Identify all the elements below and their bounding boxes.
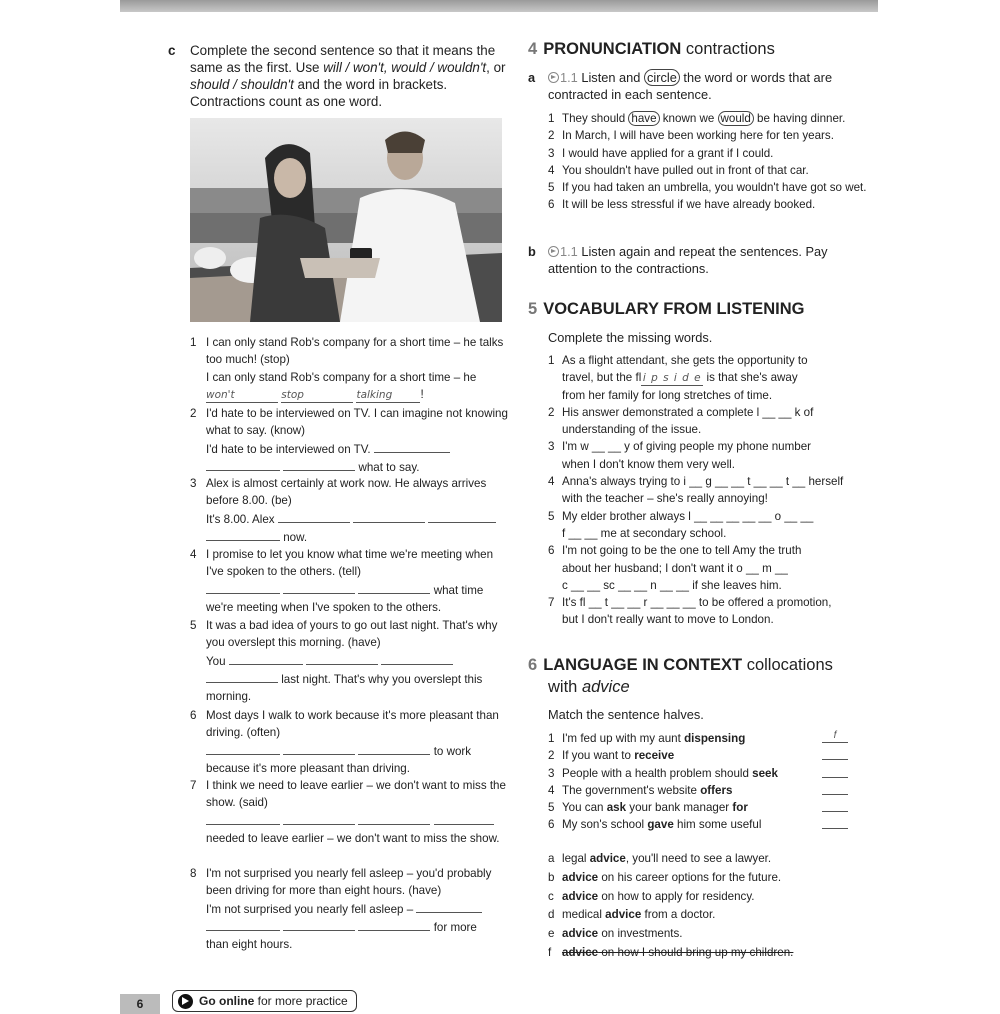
item-keyword: advice (562, 945, 599, 959)
list-item (548, 869, 878, 888)
match-blank[interactable] (822, 747, 848, 760)
answer-blank[interactable] (358, 812, 430, 825)
answer-stem-end: to work (433, 744, 472, 758)
list-item (548, 438, 878, 473)
match-blank[interactable] (822, 782, 848, 795)
list-item (548, 888, 878, 907)
item-text: It will be less stressful if we have already booked. (562, 198, 816, 212)
sentence-halves-1 (548, 730, 878, 834)
page-footer (120, 986, 878, 1012)
item-text: People with a health problem should (562, 766, 753, 780)
section-title: LANGUAGE IN CONTEXT (543, 656, 743, 674)
item-text: about her husband; I don't want it o __ m __ (562, 561, 788, 575)
item-number: 3 (548, 146, 555, 160)
item-text: on how I should bring up my children. (598, 945, 794, 959)
item-text: If you want to (562, 749, 635, 763)
list-item (548, 110, 878, 127)
example-answer: i p s i d e (642, 372, 702, 385)
circled-word: have (628, 111, 659, 126)
answer-blank[interactable] (428, 510, 496, 523)
section-5-items (548, 352, 878, 629)
example-answer: stop (281, 389, 353, 403)
answer-stem-end: what time (433, 583, 484, 597)
example-answer: talking (356, 389, 420, 403)
match-blank[interactable] (822, 816, 848, 829)
item-text: your bank manager (626, 801, 733, 815)
page-number: 6 (120, 994, 160, 1014)
original-sentence: I can only stand Rob's company for a short time – he talks too much! (stop) (206, 336, 504, 367)
section-subtitle: contractions (685, 40, 775, 58)
match-blank[interactable] (822, 799, 848, 812)
list-item (548, 730, 878, 747)
answer-blank[interactable] (358, 581, 430, 594)
item-keyword: advice (605, 908, 642, 922)
list-item (548, 594, 878, 629)
answer-stem: because it's more pleasant than driving. (206, 761, 410, 775)
answer-blank[interactable] (229, 652, 303, 665)
item-text: I would have applied for a grant if I could. (562, 146, 774, 160)
task-letter: b (528, 244, 536, 259)
section-subtitle-italic: advice (581, 678, 630, 696)
section-subtitle: collocations (742, 656, 833, 674)
answer-stem: I'm not surprised you nearly fell asleep – (206, 902, 414, 916)
item-text: but I don't really want to move to London. (562, 613, 774, 627)
item-text: I'm not going to be the one to tell Amy the truth (562, 544, 802, 558)
list-item (548, 850, 878, 869)
answer-blank[interactable] (353, 510, 425, 523)
item-keyword: offers (700, 783, 733, 797)
list-item-used (548, 944, 878, 963)
list-item (548, 782, 878, 799)
section-4a-instruction (528, 70, 878, 104)
item-letter: f (548, 945, 552, 959)
section-number: 6 (528, 656, 538, 674)
answer-blank[interactable] (206, 918, 280, 931)
answer-stem: than eight hours. (206, 938, 293, 952)
item-keyword: advice (589, 852, 626, 865)
list-item (548, 799, 878, 816)
answer-blank[interactable] (434, 812, 494, 825)
item-number: 6 (190, 709, 197, 722)
instruction-text: and the word in brackets. Contractions count as one word. (190, 77, 448, 109)
answer-blank[interactable] (283, 458, 355, 471)
item-text: from a doctor. (641, 908, 716, 922)
section-subtitle: with (548, 678, 582, 696)
item-number: 4 (190, 548, 197, 561)
audio-play-icon[interactable] (548, 72, 559, 83)
original-sentence: It was a bad idea of yours to go out last night. That's why you overslept this morning. (have) (206, 619, 498, 650)
answer-blank[interactable] (206, 742, 280, 755)
item-keyword: advice (562, 870, 599, 884)
item-text: on his career options for the future. (598, 870, 782, 884)
item-text: You can (562, 801, 607, 815)
answer-line (206, 386, 510, 403)
item-text: with the teacher – she's really annoying! (562, 492, 768, 506)
workbook-page (120, 12, 878, 1011)
item-number: 5 (548, 509, 555, 523)
answer-stem: we're meeting when I've spoken to the others. (206, 600, 442, 614)
section-number: 5 (528, 300, 538, 318)
item-text: on how to apply for residency. (598, 889, 755, 903)
item-letter: c (548, 889, 554, 903)
instruction-text: , or (486, 60, 506, 75)
item-keyword: receive (634, 749, 675, 763)
item-keyword: advice (562, 889, 599, 903)
item-number: 2 (548, 405, 555, 419)
answer-blank[interactable] (416, 900, 482, 913)
section-4-items (548, 110, 878, 214)
item-keyword: advice (562, 927, 599, 941)
list-item (548, 925, 878, 944)
sentence-3 (190, 475, 510, 546)
list-item (548, 473, 878, 508)
answer-blank[interactable] (283, 812, 355, 825)
list-item (548, 352, 878, 404)
original-sentence: Most days I walk to work because it's more pleasant than driving. (often) (206, 709, 499, 740)
item-text: As a flight attendant, she gets the opportunity to (562, 354, 808, 367)
answer-stem-end: last night. That's why you overslept this (281, 672, 483, 686)
list-item (548, 404, 878, 439)
original-sentence: Alex is almost certainly at work now. He always arrives before 8.00. (be) (206, 477, 487, 508)
item-text: medical (562, 908, 606, 922)
match-blank[interactable] (822, 765, 848, 778)
item-text: I'm w __ __ y of giving people my phone number (562, 440, 812, 454)
answer-blank[interactable] (206, 528, 280, 541)
item-text: on investments. (598, 927, 683, 941)
item-number: 3 (548, 766, 555, 780)
sentence-2 (190, 405, 510, 476)
instruction-italic: should / shouldn't (190, 77, 294, 92)
item-number: 2 (548, 749, 555, 763)
answer-stem: It's 8.00. Alex (206, 512, 275, 526)
match-answer: f (822, 730, 848, 743)
instruction-text: Listen and (577, 70, 644, 85)
play-arrow-icon (178, 994, 193, 1009)
item-number: 5 (548, 801, 555, 815)
item-number: 6 (548, 818, 555, 832)
section-title: PRONUNCIATION (543, 40, 682, 58)
answer-stem-end: for more (433, 920, 477, 934)
audio-play-icon[interactable] (548, 246, 559, 257)
list-item (548, 508, 878, 543)
sentence-8 (190, 865, 510, 953)
instruction-text: the word or words that are contracted in each sentence. (548, 70, 833, 102)
go-online-label: Go online (199, 994, 255, 1008)
list-item (548, 179, 878, 196)
item-number: 1 (548, 732, 555, 745)
answer-blank[interactable] (278, 510, 350, 523)
item-keyword: ask (606, 801, 627, 815)
sentence-halves-2 (548, 850, 878, 963)
answer-blank[interactable] (381, 652, 453, 665)
item-text: when I don't know them very well. (562, 457, 735, 471)
item-number: 1 (548, 112, 555, 125)
item-text: is that she's away (703, 371, 798, 385)
list-item (548, 765, 878, 782)
section-number: 4 (528, 40, 538, 58)
item-number: 6 (548, 544, 555, 558)
answer-stem-end: what to say. (358, 460, 420, 474)
original-sentence: I'd hate to be interviewed on TV. I can imagine not knowing what to say. (know) (206, 407, 508, 438)
task-letter: a (528, 70, 536, 85)
section-4-heading (528, 38, 878, 60)
item-text: him some useful (673, 818, 762, 832)
exercise-c-instruction (168, 42, 520, 110)
instruction-italic: will / won't, would / wouldn't (323, 60, 487, 75)
list-item (548, 542, 878, 594)
item-number: 5 (548, 181, 555, 195)
answer-stem: I'd hate to be interviewed on TV. (206, 442, 371, 456)
instruction-text: Complete the second sentence so that it means the same as the first. Use (190, 43, 496, 75)
item-text: legal (562, 852, 590, 865)
list-item (548, 127, 878, 144)
item-number: 6 (548, 198, 555, 212)
item-text: You shouldn't have pulled out in front of that car. (562, 163, 809, 177)
answer-blank[interactable] (283, 742, 355, 755)
item-keyword: gave (647, 818, 674, 832)
sentence-5 (190, 617, 510, 705)
go-online-text: for more practice (254, 994, 348, 1008)
sentence-1 (190, 334, 510, 403)
item-number: 5 (190, 619, 197, 632)
exercise-letter: c (168, 43, 176, 58)
item-keyword: seek (752, 766, 778, 780)
section-6-instruction: Match the sentence halves. (548, 707, 704, 722)
list-item (548, 747, 878, 764)
item-number: 8 (190, 867, 197, 880)
item-letter: a (548, 852, 555, 865)
answer-blank[interactable] (374, 440, 450, 453)
sentence-6 (190, 707, 510, 777)
answer-blank[interactable] (358, 918, 430, 931)
section-5-instruction: Complete the missing words. (548, 330, 713, 345)
answer-blank[interactable] (358, 742, 430, 755)
item-number: 4 (548, 783, 555, 797)
sentence-7 (190, 777, 510, 847)
item-letter: d (548, 908, 555, 922)
item-number: 2 (548, 129, 555, 143)
item-number: 4 (548, 475, 555, 489)
item-letter: e (548, 927, 555, 941)
item-text: My son's school (562, 818, 648, 832)
answer-stem: morning. (206, 690, 252, 704)
answer-stem: I can only stand Rob's company for a short time – he (206, 370, 477, 384)
item-number: 7 (548, 596, 555, 610)
item-text: Anna's always trying to i __ g __ __ t __ __ t __ herself (562, 475, 844, 489)
answer-blank[interactable] (283, 918, 355, 931)
section-4b-instruction (528, 244, 878, 278)
item-text: from her family for long stretches of time. (562, 388, 773, 402)
item-letter: b (548, 870, 555, 884)
item-keyword: for (732, 801, 748, 815)
item-number: 4 (548, 163, 555, 177)
item-text: If you had taken an umbrella, you wouldn't have got so wet. (562, 181, 867, 195)
item-number: 1 (548, 354, 555, 367)
original-sentence: I'm not surprised you nearly fell asleep – you'd probably been driving for more than eight hours. (have) (206, 867, 492, 898)
instruction-text: Listen again and repeat the sentences. Pay attention to the contractions. (548, 244, 828, 276)
list-item (548, 906, 878, 925)
item-text: f __ __ me at secondary school. (562, 526, 727, 540)
section-title: VOCABULARY FROM LISTENING (543, 300, 805, 318)
item-text: They should (562, 112, 629, 125)
answer-stem: needed to leave earlier – we don't want to miss the show. (206, 831, 500, 845)
go-online-button[interactable] (172, 990, 357, 1012)
section-5-heading (528, 298, 878, 320)
item-number: 7 (190, 779, 197, 792)
answer-blank[interactable] (206, 458, 280, 471)
item-text: His answer demonstrated a complete l __ __ k of (562, 405, 814, 419)
item-number: 2 (190, 407, 197, 420)
answer-stem: You (206, 654, 226, 668)
item-keyword: dispensing (684, 732, 746, 745)
item-text: I'm fed up with my aunt (562, 732, 685, 745)
item-number: 3 (190, 477, 197, 490)
answer-stem-end: ! (420, 387, 424, 401)
item-text: understanding of the issue. (562, 423, 702, 437)
item-text: c __ __ sc __ __ n __ __ if she leaves him. (562, 578, 782, 592)
list-item (548, 816, 878, 833)
section-6-heading (528, 654, 878, 698)
item-text: be having dinner. (753, 112, 846, 125)
sentence-4 (190, 546, 510, 616)
circled-word: circle (644, 69, 680, 86)
original-sentence: I think we need to leave earlier – we don't want to miss the show. (said) (206, 779, 506, 810)
item-number: 3 (548, 440, 555, 454)
item-number: 1 (190, 336, 197, 349)
top-bar (120, 0, 878, 12)
list-item (548, 145, 878, 162)
answer-blank[interactable] (283, 581, 355, 594)
answer-blank[interactable] (206, 581, 280, 594)
list-item (548, 196, 878, 213)
audio-track-number: 1.1 (560, 70, 578, 85)
answer-blank[interactable] (206, 670, 278, 683)
photo-couple-at-cafe (190, 118, 502, 322)
list-item (548, 162, 878, 179)
example-answer: won't (206, 389, 278, 403)
answer-blank[interactable] (206, 812, 280, 825)
item-text: , you'll need to see a lawyer. (625, 852, 772, 865)
item-text: In March, I will have been working here for ten years. (562, 129, 834, 143)
circled-word: would (718, 111, 754, 126)
answer-stem-end: now. (283, 530, 308, 544)
item-text: travel, but the fl (562, 371, 642, 385)
item-text: My elder brother always l __ __ __ __ __ o __ __ (562, 509, 814, 523)
photo-illustration (190, 118, 502, 322)
audio-track-number: 1.1 (560, 244, 578, 259)
original-sentence: I promise to let you know what time we're meeting when I've spoken to the others. (tell) (206, 548, 494, 579)
item-text: known we (659, 112, 718, 125)
item-text: It's fl __ t __ __ r __ __ __ to be offered a promotion, (562, 596, 832, 610)
item-text: The government's website (562, 783, 701, 797)
answer-blank[interactable] (306, 652, 378, 665)
